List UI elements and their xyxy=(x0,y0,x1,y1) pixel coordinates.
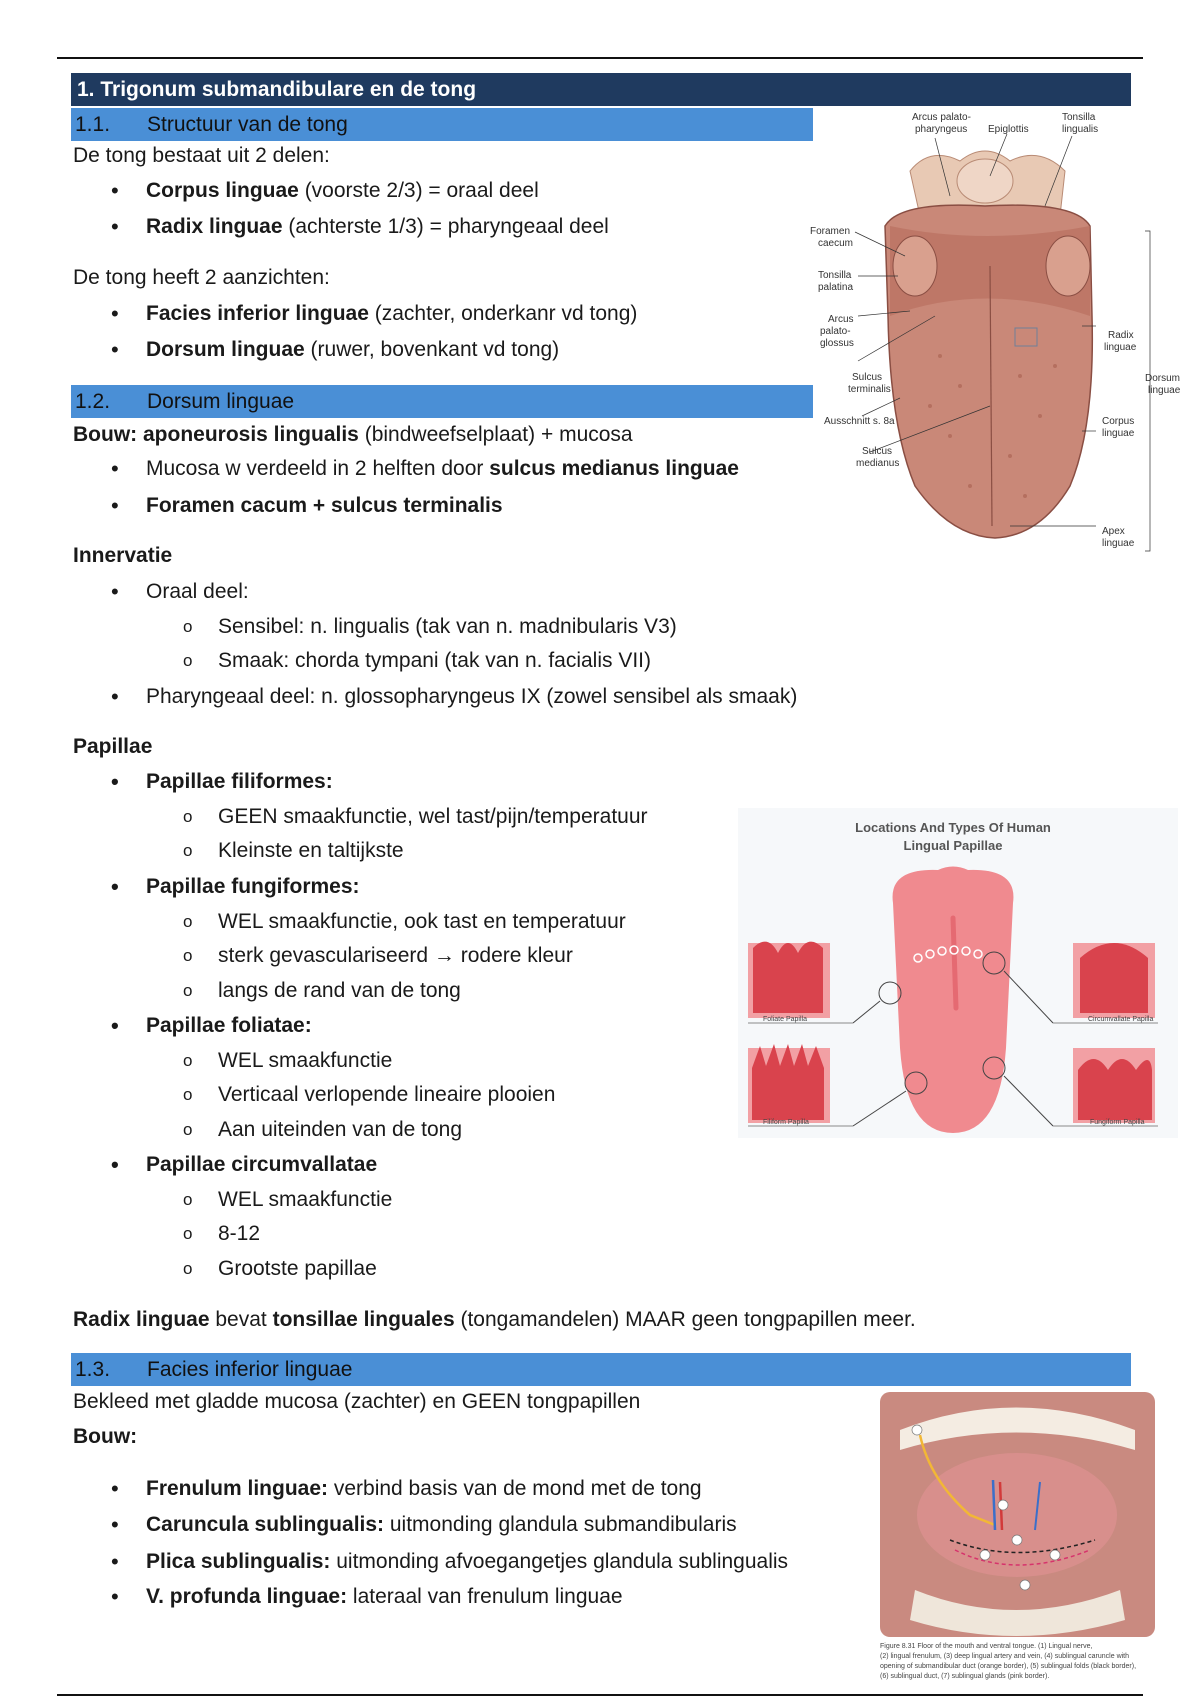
sub-list-item: o Aan uiteinden van de tong xyxy=(218,1116,462,1144)
section-1-2-heading xyxy=(71,385,813,418)
list-item: • V. profunda linguae: lateraal van frenulum linguae xyxy=(146,1583,623,1611)
svg-text:(6) sublingual duct, (7) subli: (6) sublingual duct, (7) sublingual glands (pink border). xyxy=(880,1673,1050,1680)
svg-text:Tonsilla: Tonsilla xyxy=(818,270,852,281)
sub-list-item: o GEEN smaakfunctie, wel tast/pijn/temperatuur xyxy=(218,803,648,831)
svg-text:Foramen: Foramen xyxy=(810,226,851,237)
list-item: • Pharyngeaal deel: n. glossopharyngeus IX (zowel sensibel als smaak) xyxy=(146,683,797,711)
svg-text:linguae: linguae xyxy=(1104,342,1137,353)
svg-text:opening of submandibular duct: opening of submandibular duct (orange border), (5) sublingual folds (black border), xyxy=(880,1663,1137,1670)
list-item: • Plica sublingualis: uitmonding afvoegangetjes glandula sublingualis xyxy=(146,1548,788,1576)
list-item: • Facies inferior linguae (zachter, onderkanr vd tong) xyxy=(146,300,637,328)
tongue-dorsum-figure xyxy=(810,106,1180,561)
floor-of-mouth-figure xyxy=(875,1390,1160,1690)
paragraph: De tong heeft 2 aanzichten: xyxy=(73,266,330,289)
svg-text:palatina: palatina xyxy=(818,282,854,293)
svg-text:Figure 8.31 Floor of the mout: Figure 8.31 Floor of the mouth and ventral tongue. (1) Lingual nerve, xyxy=(880,1643,1093,1650)
section-number: 1.3. xyxy=(75,1358,111,1381)
list-item: • Corpus linguae (voorste 2/3) = oraal deel xyxy=(146,177,539,205)
section-title: Facies inferior linguae xyxy=(147,1358,353,1381)
sub-list-item: o Sensibel: n. lingualis (tak van n. madnibularis V3) xyxy=(218,613,677,641)
svg-text:Fungiform Papilla: Fungiform Papilla xyxy=(1090,1119,1145,1126)
section-1-1-heading xyxy=(71,108,813,141)
svg-text:terminalis: terminalis xyxy=(848,384,891,395)
bottom-rule xyxy=(57,1694,1143,1696)
list-item: • Mucosa w verdeeld in 2 helften door sulcus medianus linguae xyxy=(146,455,739,483)
sub-list-item: o sterk gevasculariseerd → rodere kleur xyxy=(218,942,573,970)
svg-text:Circumvallate Papilla: Circumvallate Papilla xyxy=(1088,1016,1154,1023)
svg-text:Dorsum: Dorsum xyxy=(1145,373,1180,384)
sub-list-item: o Verticaal verlopende lineaire plooien xyxy=(218,1081,555,1109)
paragraph: Bouw: aponeurosis lingualis (bindweefselplaat) + mucosa xyxy=(73,423,633,446)
subheading: Papillae xyxy=(73,735,153,758)
svg-text:Filiform Papilla: Filiform Papilla xyxy=(763,1119,809,1126)
svg-text:(2) lingual frenulum, (3) deep: (2) lingual frenulum, (3) deep lingual artery and vein, (4) sublingual caruncle with xyxy=(880,1653,1130,1660)
sub-list-item: o 8-12 xyxy=(218,1220,260,1248)
sub-list-item: o Grootste papillae xyxy=(218,1255,377,1283)
svg-text:caecum: caecum xyxy=(818,238,854,249)
list-item: • Papillae circumvallatae xyxy=(146,1151,377,1179)
paragraph: De tong bestaat uit 2 delen: xyxy=(73,144,330,167)
svg-text:glossus: glossus xyxy=(820,338,854,349)
svg-text:linguae: linguae xyxy=(1148,385,1180,396)
list-item: • Foramen cacum + sulcus terminalis xyxy=(146,492,503,520)
section-title: Structuur van de tong xyxy=(147,113,348,136)
list-item: • Papillae fungiformes: xyxy=(146,873,360,901)
sub-list-item: o Kleinste en taltijkste xyxy=(218,837,404,865)
list-item: • Caruncula sublingualis: uitmonding glandula submandibularis xyxy=(146,1511,737,1539)
subheading: Innervatie xyxy=(73,544,173,567)
svg-text:Corpus: Corpus xyxy=(1102,416,1135,427)
section-number: 1.2. xyxy=(75,390,111,413)
section-title: Dorsum linguae xyxy=(147,390,295,413)
svg-text:Tonsilla: Tonsilla xyxy=(1062,112,1096,123)
sub-list-item: o WEL smaakfunctie xyxy=(218,1186,392,1214)
svg-text:Ausschnitt s. 8a: Ausschnitt s. 8a xyxy=(824,416,895,427)
sub-list-item: o WEL smaakfunctie xyxy=(218,1047,392,1075)
svg-text:Lingual Papillae: Lingual Papillae xyxy=(903,838,1003,853)
list-item: • Radix linguae (achterste 1/3) = pharyngeaal deel xyxy=(146,213,609,241)
sub-list-item: o langs de rand van de tong xyxy=(218,977,461,1005)
svg-text:medianus: medianus xyxy=(856,458,900,469)
paragraph: Bekleed met gladde mucosa (zachter) en GEEN tongpapillen xyxy=(73,1390,641,1413)
svg-text:Sulcus: Sulcus xyxy=(852,372,883,383)
svg-text:Arcus palato-: Arcus palato- xyxy=(912,112,971,123)
paragraph: Radix linguae bevat tonsillae linguales (tongamandelen) MAAR geen tongpapillen meer. xyxy=(73,1308,916,1331)
svg-text:linguae: linguae xyxy=(1102,538,1135,549)
svg-text:Apex: Apex xyxy=(1102,526,1125,537)
svg-text:Epiglottis: Epiglottis xyxy=(988,124,1029,135)
list-item: • Papillae foliatae: xyxy=(146,1012,312,1040)
svg-text:linguae: linguae xyxy=(1102,428,1135,439)
sub-list-item: o WEL smaakfunctie, ook tast en temperatuur xyxy=(218,908,626,936)
svg-text:Sulcus: Sulcus xyxy=(862,446,893,457)
list-item: • Papillae filiformes: xyxy=(146,768,333,796)
section-1-heading: 1. Trigonum submandibulare en de tong xyxy=(71,73,1131,106)
svg-text:Locations And Types Of Human: Locations And Types Of Human xyxy=(855,820,1051,835)
section-number: 1.1. xyxy=(75,113,111,136)
lingual-papillae-figure xyxy=(738,808,1178,1138)
list-item: • Dorsum linguae (ruwer, bovenkant vd tong) xyxy=(146,336,559,364)
svg-text:lingualis: lingualis xyxy=(1062,124,1099,135)
list-item: • Oraal deel: xyxy=(146,578,249,606)
svg-text:palato-: palato- xyxy=(820,326,851,337)
svg-text:Radix: Radix xyxy=(1108,330,1134,341)
svg-text:pharyngeus: pharyngeus xyxy=(915,124,968,135)
sub-list-item: o Smaak: chorda tympani (tak van n. facialis VII) xyxy=(218,647,651,675)
top-rule xyxy=(57,57,1143,59)
section-1-3-heading xyxy=(71,1353,1131,1386)
svg-text:Arcus: Arcus xyxy=(828,314,854,325)
list-item: • Frenulum linguae: verbind basis van de mond met de tong xyxy=(146,1475,702,1503)
subheading: Bouw: xyxy=(73,1425,138,1448)
svg-text:Foliate Papilla: Foliate Papilla xyxy=(763,1016,807,1023)
